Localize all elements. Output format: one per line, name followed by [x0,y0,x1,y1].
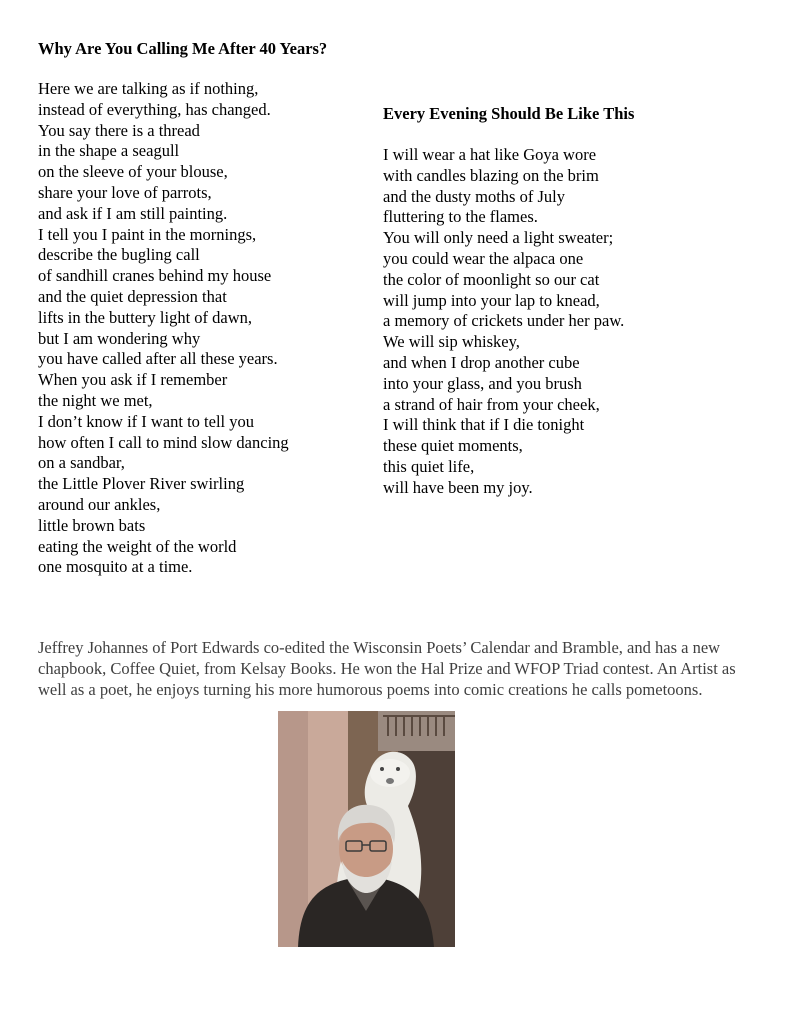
poem-line: the night we met, [38,390,153,410]
poem-line: a strand of hair from your cheek, [383,394,600,414]
poem-line: how often I call to mind slow dancing [38,432,289,452]
poem-line: on a sandbar, [38,453,125,473]
poem-line: You will only need a light sweater; [383,228,614,248]
poem-line: and when I drop another cube [383,352,580,372]
poem-line: these quiet moments, [383,436,523,456]
poem-line: into your glass, and you brush [383,373,582,393]
poem-body [383,145,624,499]
poem-line: you have called after all these years. [38,349,278,369]
poem-line: will jump into your lap to knead, [383,290,600,310]
poem-line: on the sleeve of your blouse, [38,162,228,182]
poem-line: one mosquito at a time. [38,557,193,577]
poem-line: but I am wondering why [38,328,201,348]
poem-line: We will sip whiskey, [383,332,520,352]
poem-line: around our ankles, [38,494,161,514]
poem-body [38,79,289,578]
author-bio: Jeffrey Johannes of Port Edwards co-edited the Wisconsin Poets’ Calendar and Bramble, and has a new chapbook, Coffee Quiet, from Kelsay Books. He won the Hal Prize and WFOP Triad contest. An Artist as well as a poet, he enjoys turning his more humorous poems into comic creations he calls pometoons. [38,637,736,699]
poem-line: I don’t know if I want to tell you [38,411,254,431]
poem-line: I will think that if I die tonight [383,415,585,435]
poem-line: When you ask if I remember [38,370,228,390]
poem-line: the color of moonlight so our cat [383,269,600,289]
poem-line: will have been my joy. [383,477,533,497]
poem-line: instead of everything, has changed. [38,99,271,119]
poem-line: a memory of crickets under her paw. [383,311,625,331]
poem-line: and the dusty moths of July [383,186,565,206]
poem-line: I tell you I paint in the mornings, [38,224,257,244]
author-photo [278,711,455,947]
poem-line: Here we are talking as if nothing, [38,79,259,98]
poem-line: in the shape a seagull [38,141,180,161]
poem-line: of sandhill cranes behind my house [38,266,272,286]
poem-line: with candles blazing on the brim [383,165,599,185]
poem-line: share your love of parrots, [38,182,212,202]
poem-line: eating the weight of the world [38,536,237,556]
poem-line: You say there is a thread [38,120,200,140]
poem-line: and the quiet depression that [38,286,227,306]
poem-line: lifts in the buttery light of dawn, [38,307,253,327]
poem-title: Every Evening Should Be Like This [383,104,635,123]
poem-line: and ask if I am still painting. [38,203,228,223]
poem-line: I will wear a hat like Goya wore [383,145,597,164]
poem-line: fluttering to the flames. [383,207,538,227]
poem-line: you could wear the alpaca one [383,248,584,268]
poem-line: the Little Plover River swirling [38,474,245,494]
poem-line: this quiet life, [383,456,475,476]
poem-line: describe the bugling call [38,245,200,265]
poem-title: Why Are You Calling Me After 40 Years? [38,39,328,58]
poem-line: little brown bats [38,515,146,535]
